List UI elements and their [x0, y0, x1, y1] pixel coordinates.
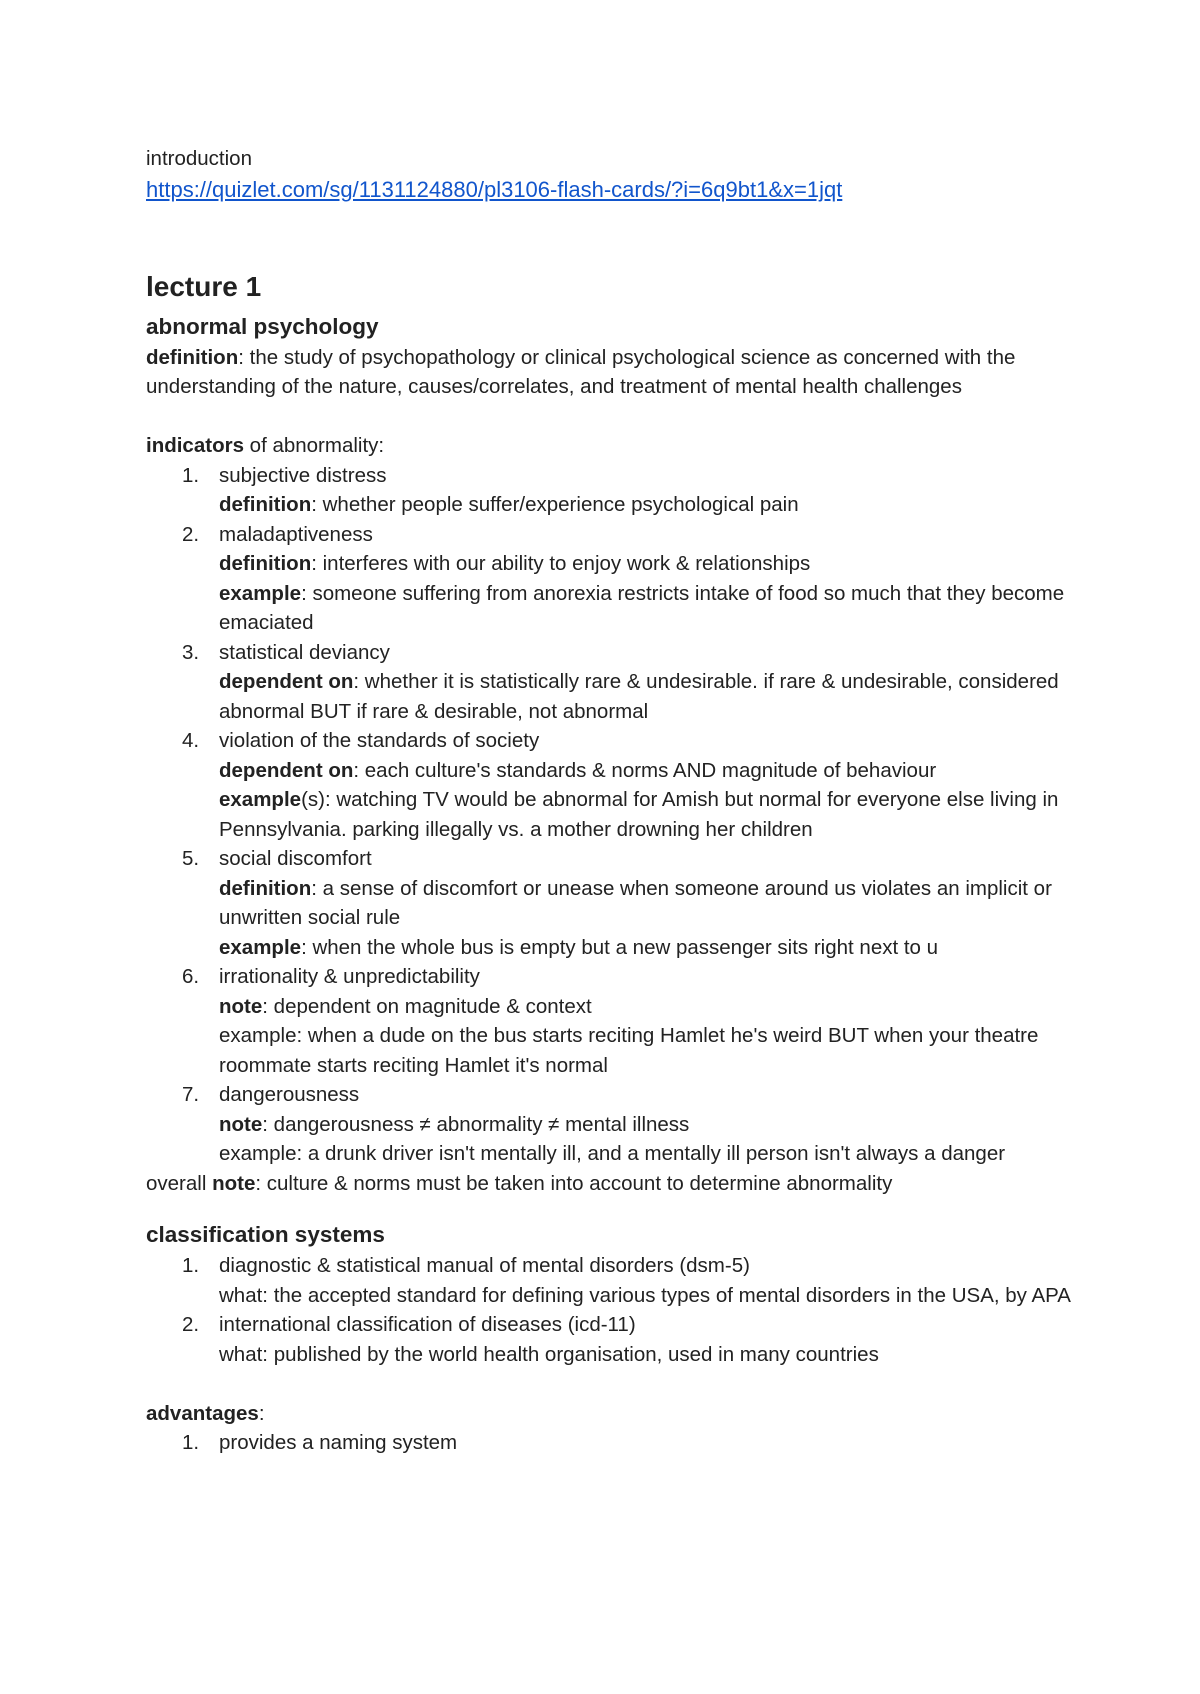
list-item [146, 638, 1076, 727]
detail-text: : a sense of discomfort or unease when someone around us violates an implicit or unwritten social rule [219, 876, 1052, 929]
list-item [146, 1310, 1076, 1369]
classification-title: diagnostic & statistical manual of mental disorders (dsm-5) [219, 1254, 750, 1277]
detail-text: : dangerousness ≠ abnormality ≠ mental illness [262, 1112, 690, 1136]
classification-title: international classification of diseases (icd-11) [219, 1313, 636, 1336]
lecture-title: lecture 1 [146, 270, 262, 302]
advantages-label-rest: : [258, 1401, 265, 1425]
spacer [146, 1198, 1076, 1220]
spacer [146, 206, 1076, 270]
advantages-intro [146, 1399, 1076, 1429]
indicator-title: subjective distress [219, 463, 387, 487]
indicator-detail [219, 933, 1076, 963]
spacer [146, 1369, 1076, 1399]
list-number: 2. [182, 522, 200, 546]
list-item [146, 1080, 1076, 1169]
indicator-detail [219, 874, 1076, 933]
overall-note [146, 1169, 1076, 1199]
detail-label: dependent on [219, 670, 354, 693]
list-number: 1. [182, 463, 200, 487]
detail-label: definition [219, 493, 312, 516]
indicator-title: maladaptiveness [219, 522, 373, 546]
list-item [146, 461, 1076, 520]
detail-text: example: a drunk driver isn't mentally ill, and a mentally ill person isn't always a danger [219, 1142, 1006, 1165]
indicator-detail [219, 549, 1076, 579]
indicator-detail [219, 756, 1076, 786]
abnormal-definition [146, 343, 1076, 402]
indicator-title: dangerousness [219, 1083, 360, 1106]
indicator-detail [219, 1139, 1076, 1169]
indicator-title: social discomfort [219, 847, 372, 870]
list-number: 1. [182, 1431, 200, 1454]
detail-label: example [219, 935, 302, 959]
detail-text: : each culture's standards & norms AND magnitude of behaviour [353, 758, 937, 782]
detail-label: note [219, 1112, 263, 1136]
definition-label: definition [146, 345, 239, 369]
indicator-detail [219, 1110, 1076, 1140]
document-page [146, 144, 1076, 1458]
list-number: 4. [182, 729, 200, 752]
list-item [146, 962, 1076, 1080]
detail-text: : interferes with our ability to enjoy work & relationships [311, 552, 811, 575]
classification-what: what: published by the world health organisation, used in many countries [219, 1342, 879, 1366]
overall-note-text: : culture & norms must be taken into account to determine abnormality [255, 1171, 893, 1195]
detail-label: definition [219, 552, 312, 575]
indicator-title: violation of the standards of society [219, 729, 540, 752]
detail-label: note [219, 994, 263, 1018]
list-number: 1. [182, 1254, 200, 1277]
advantages-label: advantages [146, 1401, 259, 1425]
detail-text: : whether people suffer/experience psychological pain [311, 493, 799, 516]
spacer [146, 402, 1076, 432]
overall-prefix: overall [146, 1171, 213, 1195]
indicator-detail [219, 992, 1076, 1022]
classification-heading: classification systems [146, 1222, 385, 1247]
overall-note-label: note [212, 1171, 256, 1195]
list-number: 7. [182, 1083, 200, 1106]
quizlet-link[interactable]: https://quizlet.com/sg/1131124880/pl3106-flash-cards/?i=6q9bt1&x=1jqt [146, 176, 843, 202]
detail-label: example [219, 581, 302, 605]
list-item [146, 1428, 1076, 1458]
detail-text: example: when a dude on the bus starts reciting Hamlet he's weird BUT when your theatre roommate starts reciting Hamlet it's normal [219, 1024, 1039, 1077]
intro-label: introduction [146, 147, 252, 170]
list-number: 3. [182, 640, 200, 664]
indicator-detail [219, 1021, 1076, 1080]
definition-text: : the study of psychopathology or clinical psychological science as concerned with the understanding of the nature, causes/correlates, and treatment of mental health challenges [146, 345, 1016, 398]
classification-list [146, 1251, 1076, 1369]
indicator-detail [219, 579, 1076, 638]
advantage-title: provides a naming system [219, 1431, 458, 1454]
list-number: 6. [182, 965, 200, 988]
detail-text: : whether it is statistically rare & undesirable. if rare & undesirable, considered abnormal BUT if rare & desirable, not abnormal [219, 670, 1059, 723]
list-number: 5. [182, 847, 200, 870]
classification-what: what: the accepted standard for defining various types of mental disorders in the USA, by APA [219, 1283, 1071, 1307]
detail-label: dependent on [219, 758, 354, 782]
indicator-detail [219, 667, 1076, 726]
indicator-title: irrationality & unpredictability [219, 965, 480, 988]
indicator-detail [219, 490, 1076, 520]
detail-text: : someone suffering from anorexia restricts intake of food so much that they become emaciated [219, 581, 1065, 634]
indicator-detail [219, 785, 1076, 844]
indicators-label: indicators [146, 434, 244, 457]
indicators-intro [146, 431, 1076, 461]
list-item [146, 726, 1076, 844]
indicator-title: statistical deviancy [219, 640, 390, 664]
detail-text: : dependent on magnitude & context [262, 994, 592, 1018]
detail-label: definition [219, 876, 312, 900]
list-item [146, 844, 1076, 962]
list-item [146, 1251, 1076, 1310]
indicators-list [146, 461, 1076, 1169]
detail-label: example [219, 788, 302, 811]
detail-text: : when the whole bus is empty but a new passenger sits right next to u [301, 935, 939, 959]
list-number: 2. [182, 1313, 200, 1336]
indicators-label-rest: of abnormality: [243, 434, 385, 457]
abnormal-psychology-heading: abnormal psychology [146, 313, 379, 339]
detail-text: (s): watching TV would be abnormal for Amish but normal for everyone else living in Pennsylvania. parking illegally vs. a mother drowning her children [219, 788, 1059, 841]
list-item [146, 520, 1076, 638]
advantages-list [146, 1428, 1076, 1458]
